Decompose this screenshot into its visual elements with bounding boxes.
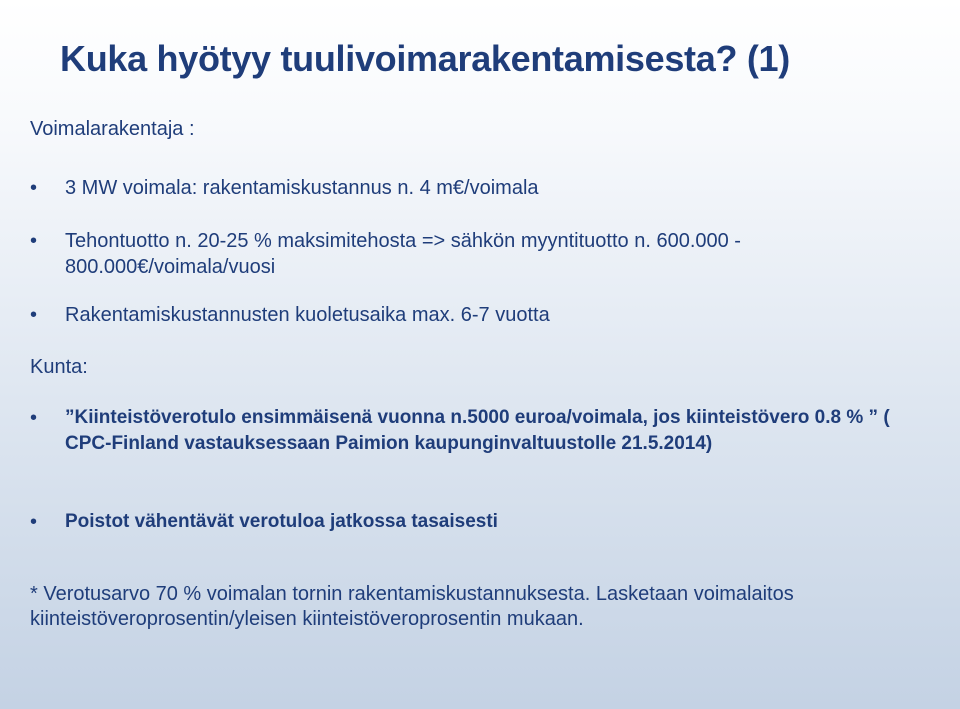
list-item — [30, 175, 910, 201]
bullet-icon: • — [30, 230, 38, 252]
bullet-icon: • — [30, 177, 38, 199]
section-label-municipality: Kunta: — [30, 356, 88, 378]
bullet-icon: • — [30, 304, 38, 326]
section-label-builder: Voimalarakentaja : — [30, 118, 195, 140]
bullet-text-construction-cost: 3 MW voimala: rakentamiskustannus n. 4 m€/voimala — [65, 177, 539, 199]
bullet-icon: • — [30, 407, 38, 429]
bullet-text-property-tax: ”Kiinteistöverotulo ensimmäisenä vuonna n.5000 euroa/voimala, jos kiinteistövero 0.8 % ” ( CPC-Finland vastauksessaan Paimion kaupunginvaltuustolle 21.5.2014) — [65, 407, 890, 454]
slide-title: Kuka hyötyy tuulivoimarakentamisesta? (1) — [60, 38, 790, 79]
bullet-icon: • — [30, 511, 38, 533]
list-item — [30, 509, 910, 535]
bullet-text-power-output: Tehontuotto n. 20-25 % maksimitehosta => sähkön myyntituotto n. 600.000 - 800.000€/voimala/vuosi — [65, 230, 741, 278]
bullet-text-payback-time: Rakentamiskustannusten kuoletusaika max. 6-7 vuotta — [65, 304, 550, 326]
bullet-text-depreciation: Poistot vähentävät verotuloa jatkossa tasaisesti — [65, 511, 498, 532]
list-item — [30, 228, 910, 280]
list-item — [30, 302, 910, 328]
list-item — [30, 405, 910, 457]
footnote: * Verotusarvo 70 % voimalan tornin rakentamiskustannuksesta. Lasketaan voimalaitos kiinteistöveroprosentin/yleisen kiinteistöveroprosentin mukaan. — [30, 583, 794, 630]
